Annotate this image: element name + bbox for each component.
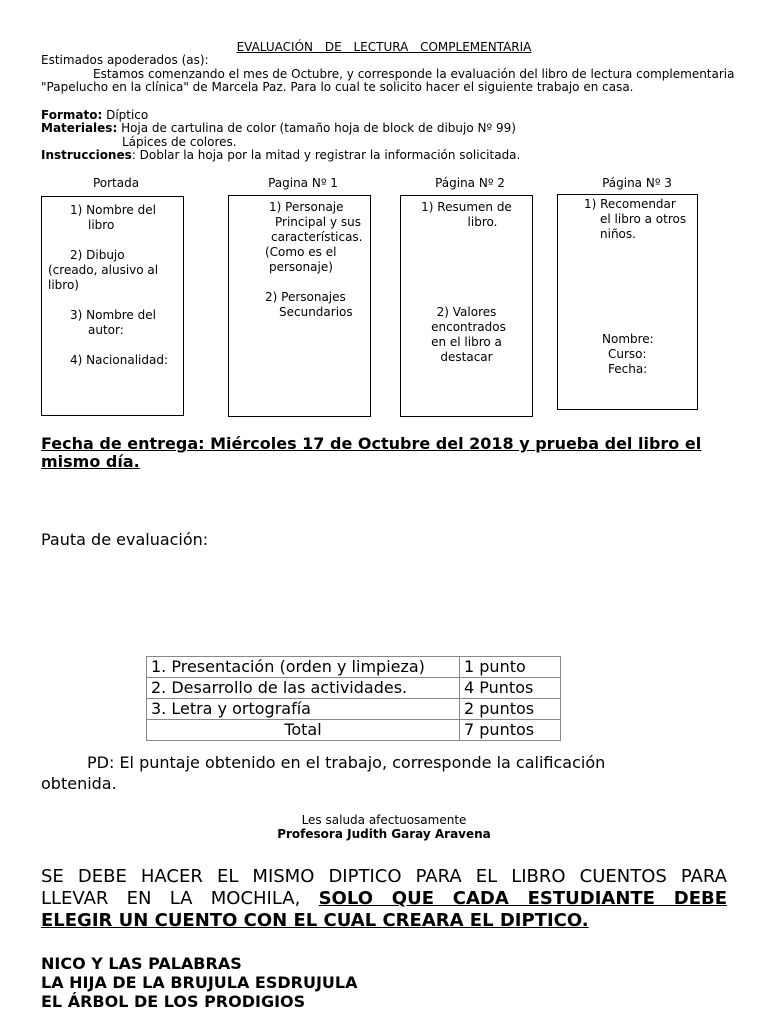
- list-item: LA HIJA DE LA BRUJULA ESDRUJULA: [41, 973, 358, 992]
- box-line: 4) Nacionalidad:: [70, 353, 168, 367]
- materiales-value-2: Lápices de colores.: [122, 135, 237, 149]
- extra-line-3: ELEGIR UN CUENTO CON EL CUAL CREARA EL DIPTICO.: [41, 910, 589, 931]
- table-row: [147, 699, 561, 720]
- box-line: 1) Personaje: [269, 200, 344, 214]
- box-line: libro: [88, 218, 115, 232]
- box-line: niños.: [600, 227, 636, 241]
- column-header-pagina-1: Pagina Nº 1: [268, 176, 338, 190]
- rubric-item: 3. Letra y ortografía: [147, 699, 460, 720]
- list-item: EL ÁRBOL DE LOS PRODIGIOS: [41, 992, 306, 1011]
- materiales-line: [41, 121, 516, 135]
- spacer: [46, 338, 179, 353]
- box-line: Fecha:: [608, 362, 648, 376]
- box-line: Nombre:: [602, 332, 654, 346]
- box-line: 2) Dibujo: [70, 248, 125, 262]
- box-line: destacar: [440, 350, 493, 364]
- extra-line-2: [41, 888, 727, 910]
- box-line: (Como es el: [265, 245, 337, 259]
- materiales-value: Hoja de cartulina de color (tamaño hoja de block de dibujo Nº 99): [117, 121, 516, 135]
- intro-line-1: Estamos comenzando el mes de Octubre, y corresponde la evaluación del libro de lectura complementaria: [93, 67, 735, 81]
- pagina-1-box: [228, 195, 371, 417]
- farewell: Les saluda afectuosamente: [301, 813, 467, 827]
- note-line-2: obtenida.: [41, 774, 117, 793]
- materiales-label: Materiales:: [41, 121, 118, 135]
- column-header-pagina-3: Página Nº 3: [602, 176, 672, 190]
- story-list: [41, 954, 358, 1011]
- extra-line-1: SE DEBE HACER EL MISMO DIPTICO PARA EL LIBRO CUENTOS PARA: [41, 866, 727, 887]
- box-line: en el libro a: [431, 335, 502, 349]
- delivery-date-line-1: Fecha de entrega: Miércoles 17 de Octubre del 2018 y prueba del libro el: [41, 434, 702, 453]
- extra-line-2-plain: LLEVAR EN LA MOCHILA,: [41, 888, 319, 909]
- delivery-date-line-2: mismo día.: [41, 452, 140, 471]
- box-line: libro.: [467, 215, 498, 229]
- rubric-total-label: Total: [147, 720, 460, 741]
- rubric-table: [146, 656, 561, 741]
- column-header-pagina-2: Página Nº 2: [435, 176, 505, 190]
- box-line: 2) Personajes: [265, 290, 346, 304]
- extra-line-2-underline: SOLO QUE CADA ESTUDIANTE DEBE: [318, 888, 727, 909]
- box-line: Curso:: [608, 347, 647, 361]
- box-line: libro): [48, 278, 79, 292]
- rubric-points: 4 Puntos: [460, 678, 561, 699]
- box-line: autor:: [88, 323, 124, 337]
- box-line: Principal y sus: [275, 215, 361, 229]
- rubric-total-points: 7 puntos: [460, 720, 561, 741]
- spacer: [405, 230, 528, 305]
- note-line-1: PD: El puntaje obtenido en el trabajo, corresponde la calificación: [87, 753, 606, 772]
- instrucciones-label: Instrucciones: [41, 148, 132, 162]
- signature-name: Profesora Judith Garay Aravena: [277, 827, 491, 841]
- table-row: [147, 720, 561, 741]
- portada-box: [41, 196, 184, 416]
- rubric-heading: Pauta de evaluación:: [41, 530, 209, 549]
- spacer: [46, 293, 179, 308]
- rubric-item: 1. Presentación (orden y limpieza): [147, 657, 460, 678]
- instrucciones-line: [41, 148, 520, 162]
- rubric-points: 2 puntos: [460, 699, 561, 720]
- rubric-item: 2. Desarrollo de las actividades.: [147, 678, 460, 699]
- box-line: 1) Resumen de: [421, 200, 512, 214]
- intro-line-2: "Papelucho en la clínica" de Marcela Paz. Para lo cual te solicito hacer el siguiente trabajo en casa.: [41, 80, 634, 94]
- box-line: 3) Nombre del: [70, 308, 156, 322]
- box-line: 1) Nombre del: [70, 203, 156, 217]
- formato-value: Díptico: [102, 108, 149, 122]
- spacer: [562, 242, 693, 332]
- pagina-3-box: [557, 194, 698, 410]
- formato-line: [41, 108, 148, 122]
- document-title: EVALUACIÓN DE LECTURA COMPLEMENTARIA: [236, 40, 532, 54]
- spacer: [233, 275, 366, 290]
- column-header-portada: Portada: [92, 176, 140, 190]
- box-line: Secundarios: [279, 305, 353, 319]
- rubric-points: 1 punto: [460, 657, 561, 678]
- list-item: NICO Y LAS PALABRAS: [41, 954, 242, 973]
- table-row: [147, 657, 561, 678]
- box-line: el libro a otros: [600, 212, 687, 226]
- spacer: [46, 233, 179, 248]
- box-line: encontrados: [431, 320, 506, 334]
- formato-label: Formato:: [41, 108, 103, 122]
- box-line: 2) Valores: [436, 305, 497, 319]
- box-line: características.: [271, 230, 363, 244]
- box-line: personaje): [269, 260, 333, 274]
- instrucciones-value: : Doblar la hoja por la mitad y registrar la información solicitada.: [131, 148, 521, 162]
- greeting: Estimados apoderados (as):: [41, 53, 209, 67]
- pagina-2-box: [400, 195, 533, 417]
- box-line: (creado, alusivo al: [48, 263, 159, 277]
- box-line: 1) Recomendar: [584, 197, 676, 211]
- table-row: [147, 678, 561, 699]
